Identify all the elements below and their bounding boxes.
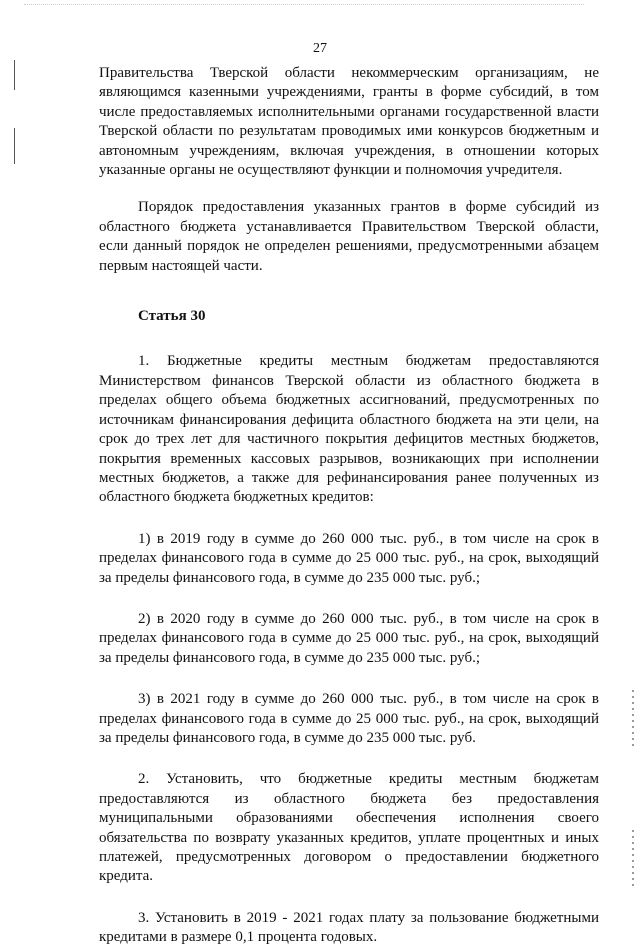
- margin-mark: [14, 128, 15, 164]
- article-subitem-2020: 2) в 2020 году в сумме до 260 000 тыс. руб., в том числе на срок в пределах финансового года в сумме до 25 000 тыс. руб., на срок, выходящий за пределы финансового года, в сумме до 235 000 тыс. руб.;: [99, 610, 599, 666]
- scan-artifact-header: [24, 4, 584, 8]
- scan-artifact-edge: [632, 690, 634, 750]
- article-subitem-2021: 3) в 2021 году в сумме до 260 000 тыс. руб., в том числе на срок в пределах финансового года в сумме до 25 000 тыс. руб., на срок, выходящий за пределы финансового года, в сумме до 235 000 тыс. руб.: [99, 691, 599, 746]
- document-body: [99, 64, 599, 948]
- article-subitem-2019: 1) в 2019 году в сумме до 260 000 тыс. руб., в том числе на срок в пределах финансового года в сумме до 25 000 тыс. руб., на срок, выходящий за пределы финансового года, в сумме до 235 000 тыс. руб.;: [99, 530, 599, 586]
- paragraph-continuation: Правительства Тверской области некоммерческим организациям, не являющимся казенными учреждениями, гранты в форме субсидий, в том числе предоставляемых исполнительными органами государственной власти Тверской области по результатам проводимых ими конкурсов бюджетным и автономным учреждениям, включая учреждения, в отношении которых указанные органы не осуществляют функции и полномочия учредителя.: [99, 65, 599, 179]
- article-title: Статья 30: [138, 308, 206, 325]
- margin-mark: [14, 60, 15, 90]
- scan-artifact-edge: [632, 830, 634, 890]
- paragraph-grant-procedure: Порядок предоставления указанных грантов в форме субсидий из областного бюджета устанавливается Правительством Тверской области, если данный порядок не определен решениями, предусмотренными абзацем первым настоящей части.: [99, 199, 599, 274]
- article-item-2: 2. Установить, что бюджетные кредиты местным бюджетам предоставляются из областного бюджета без предоставления муниципальными образованиями обеспечения исполнения своего обязательства по возврату указанных кредитов, уплате процентных и иных платежей, предусмотренных договором о предоставлении бюджетного кредита.: [99, 771, 599, 885]
- page-number: 27: [313, 41, 327, 56]
- article-item-3: 3. Установить в 2019 - 2021 годах плату за пользование бюджетными кредитами в размере 0,1 процента годовых.: [99, 909, 599, 946]
- article-item-1: 1. Бюджетные кредиты местным бюджетам предоставляются Министерством финансов Тверской области из областного бюджета в пределах общего объема бюджетных ассигнований, предусмотренных по источникам финансирования дефицита областного бюджета на эти цели, на срок до трех лет для частичного покрытия дефицитов местных бюджетов, покрытия временных кассовых разрывов, возникающих при исполнении местных бюджетов, а также для рефинансирования ранее полученных из областного бюджета бюджетных кредитов:: [99, 353, 599, 506]
